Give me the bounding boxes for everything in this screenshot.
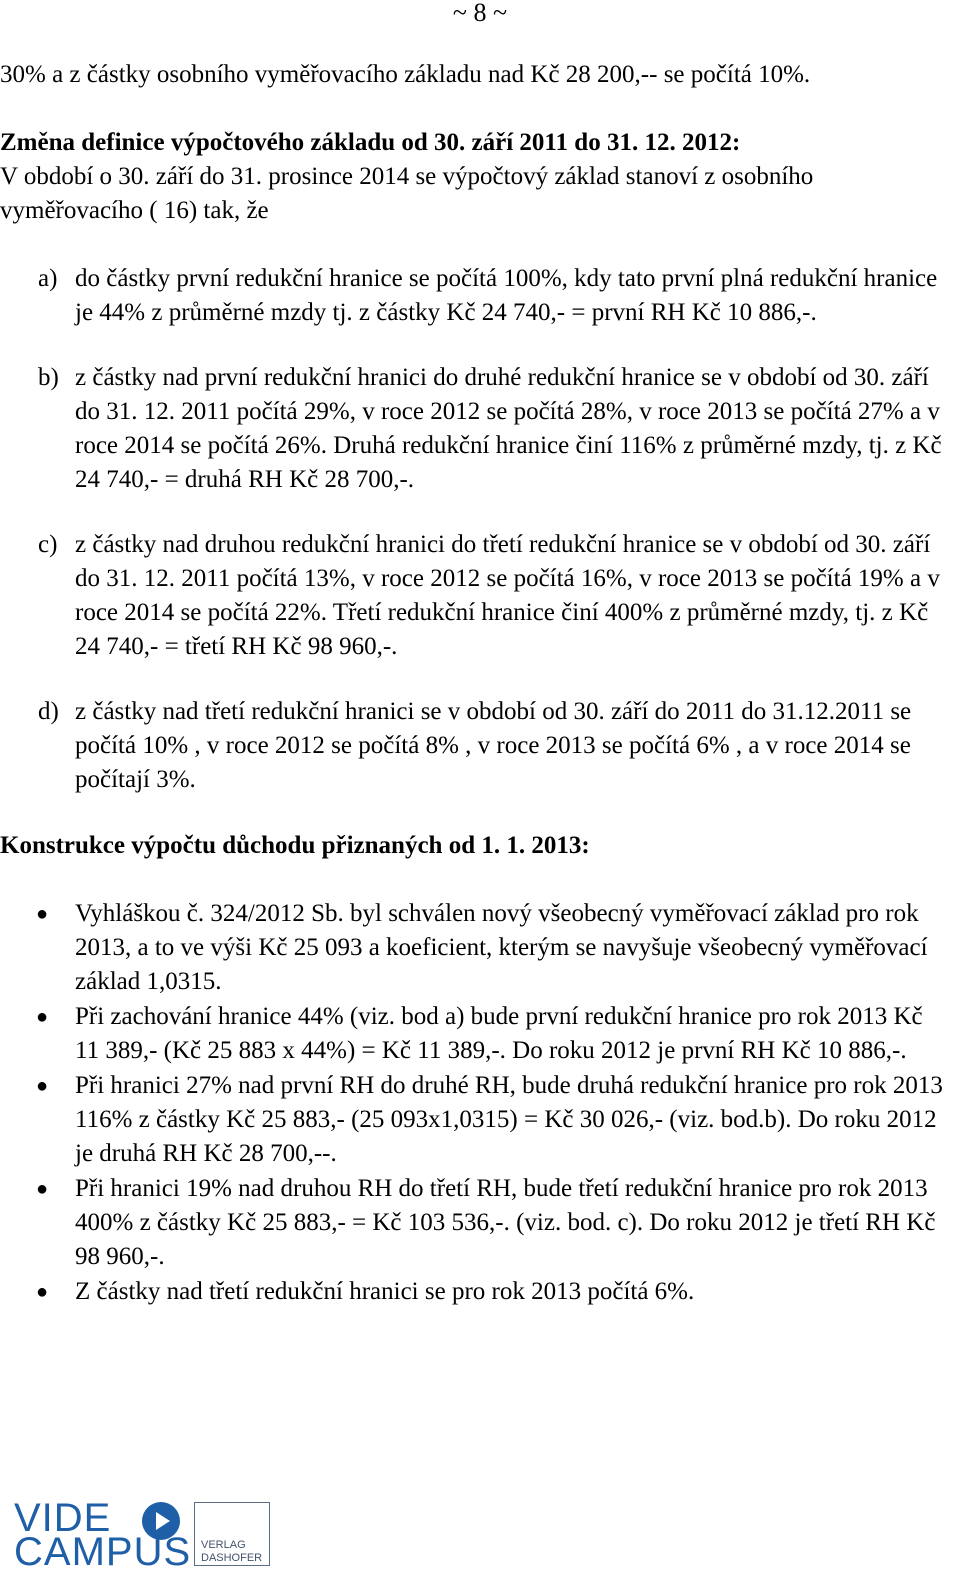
publisher-logo xyxy=(194,1502,270,1566)
list-marker: d) xyxy=(38,698,59,725)
bullet-item xyxy=(0,1069,950,1171)
bullet-icon: ● xyxy=(36,1075,49,1097)
list-item-text: z částky nad třetí redukční hranici se v období od 30. září do 2011 do 31.12.2011 se počítá 10% , v roce 2012 se počítá 8% , v roce 2013 se počítá 6% , a v roce 2014 se počítají 3%. xyxy=(75,698,912,793)
bullet-item xyxy=(0,1000,950,1068)
list-item-a xyxy=(0,262,950,330)
intro-paragraph: 30% a z částky osobního vyměřovacího základu nad Kč 28 200,-- se počítá 10%. xyxy=(0,61,811,88)
bullet-item xyxy=(0,1275,950,1309)
list-item-text: z částky nad druhou redukční hranici do třetí redukční hranice se v období od 30. září do 31. 12. 2011 počítá 13%, v roce 2012 se počítá 16%, v roce 2013 se počítá 19% a v roce 2014 se počítá 22%. Třetí redukční hranice činí 400% z průměrné mzdy, tj. z Kč 24 740,- = třetí RH Kč 98 960,-. xyxy=(75,531,940,660)
list-marker: b) xyxy=(38,364,59,391)
section-heading-1: Změna definice výpočtového základu od 30. září 2011 do 31. 12. 2012: xyxy=(0,129,741,156)
list-item-d xyxy=(0,695,950,797)
document-body xyxy=(0,58,950,1309)
bullet-list xyxy=(0,897,950,1309)
bullet-text: Z částky nad třetí redukční hranici se pro rok 2013 počítá 6%. xyxy=(75,1278,695,1305)
list-item-b xyxy=(0,361,950,497)
publisher-line-2: DASHOFER xyxy=(201,1552,263,1564)
bullet-icon: ● xyxy=(36,1006,49,1028)
page-number: ~ 8 ~ xyxy=(452,0,508,27)
bullet-text: Při hranici 27% nad první RH do druhé RH, bude druhá redukční hranice pro rok 2013 116% z částky Kč 25 883,- (25 093x1,0315) = Kč 30 026,- (viz. bod.b). Do roku 2012 je druhá RH Kč 28 700,--. xyxy=(75,1072,943,1167)
logo-text-campus: CAMPUS xyxy=(14,1530,192,1574)
video-campus-logo xyxy=(14,1496,274,1574)
bullet-text: Při zachování hranice 44% (viz. bod a) bude první redukční hranice pro rok 2013 Kč 11 389,- (Kč 25 883 x 44%) = Kč 11 389,-. Do roku 2012 je první RH Kč 10 886,-. xyxy=(75,1003,923,1064)
list-item-text: do částky první redukční hranice se počítá 100%, kdy tato první plná redukční hranice je 44% z průměrné mzdy tj. z částky Kč 24 740,- = první RH Kč 10 886,-. xyxy=(75,265,938,326)
list-marker: c) xyxy=(38,531,58,558)
bullet-item xyxy=(0,1172,950,1274)
bullet-text: Vyhláškou č. 324/2012 Sb. byl schválen nový všeobecný vyměřovací základ pro rok 2013, a to ve výši Kč 25 093 a koeficient, kterým se navyšuje všeobecný vyměřovací základ 1,0315. xyxy=(75,900,928,995)
section-intro-text: V období o 30. září do 31. prosince 2014 se výpočtový základ stanoví z osobního vyměřovacího ( 16) tak, že xyxy=(0,163,814,224)
list-item-c xyxy=(0,528,950,664)
publisher-line-1: VERLAG xyxy=(201,1539,246,1551)
list-marker: a) xyxy=(38,265,58,292)
bullet-icon: ● xyxy=(36,1281,49,1303)
bullet-icon: ● xyxy=(36,903,49,925)
section-heading-2: Konstrukce výpočtu důchodu přiznaných od 1. 1. 2013: xyxy=(0,832,590,859)
list-item-text: z částky nad první redukční hranici do druhé redukční hranice se v období od 30. září do 31. 12. 2011 počítá 29%, v roce 2012 se počítá 28%, v roce 2013 se počítá 27% a v roce 2014 se počítá 26%. Druhá redukční hranice činí 116% z průměrné mzdy, tj. z Kč 24 740,- = druhá RH Kč 28 700,-. xyxy=(75,364,942,493)
bullet-text: Při hranici 19% nad druhou RH do třetí RH, bude třetí redukční hranice pro rok 2013 400% z částky Kč 25 883,- = Kč 103 536,-. (viz. bod. c). Do roku 2012 je třetí RH Kč 98 960,-. xyxy=(75,1175,936,1270)
bullet-icon: ● xyxy=(36,1178,49,1200)
bullet-item xyxy=(0,897,950,999)
logo-text-video: VIDE xyxy=(14,1496,112,1540)
